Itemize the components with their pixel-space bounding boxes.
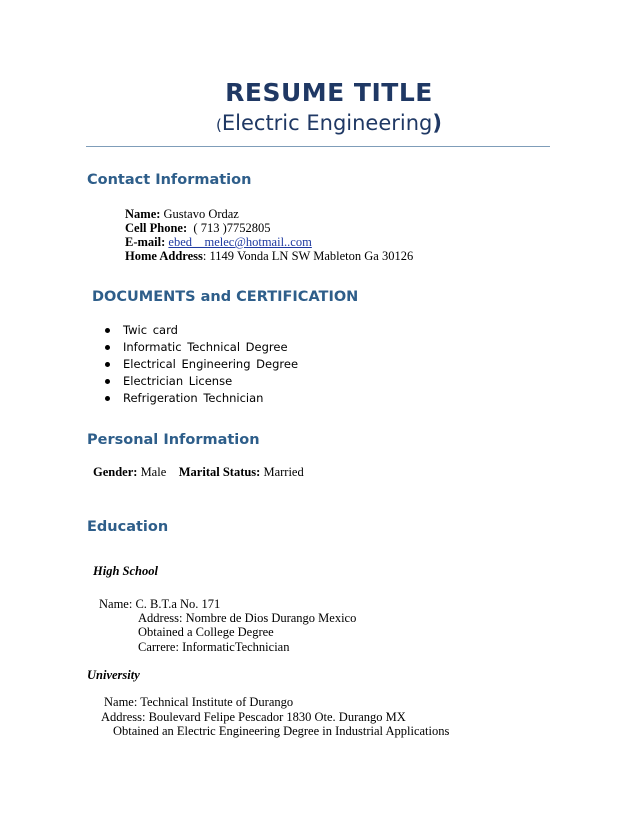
bullet-icon [105, 396, 110, 401]
marital-status-value: Married [263, 465, 304, 479]
contact-address-line [125, 249, 413, 264]
education-heading: Education [87, 519, 169, 535]
contact-phone-line [125, 221, 270, 236]
bullet-icon [105, 379, 110, 384]
contact-email-label: E-mail: [125, 235, 166, 249]
high-school-degree: Obtained a College Degree [138, 625, 274, 639]
title-divider [86, 146, 550, 147]
documents-heading: DOCUMENTS and CERTIFICATION [92, 289, 359, 305]
subtitle-text: Electric Engineering [221, 111, 433, 135]
contact-address-label: Home Address [125, 249, 203, 263]
contact-email-line [125, 235, 312, 250]
high-school-career: Carrere: InformaticTechnician [138, 640, 290, 654]
subtitle-open-paren: ( [216, 116, 222, 134]
university-address: Address: Boulevard Felipe Pescador 1830 Ote. Durango MX [101, 710, 406, 724]
documents-list [105, 322, 298, 407]
contact-heading: Contact Information [87, 172, 252, 188]
high-school-label: High School [93, 564, 158, 578]
contact-email-link[interactable]: ebed__melec@hotmail..com [168, 235, 312, 249]
list-item: Twic card [105, 322, 298, 339]
bullet-icon [105, 362, 110, 367]
personal-info-line [93, 465, 304, 480]
university-degree: Obtained an Electric Engineering Degree in Industrial Applications [113, 724, 450, 738]
list-item: Refrigeration Technician [105, 390, 298, 407]
gender-value: Male [140, 465, 167, 479]
gender-label: Gender: [93, 465, 138, 479]
marital-status-label: Marital Status: [178, 465, 261, 479]
subtitle-close-paren: ) [432, 111, 442, 135]
contact-phone-value: ( 713 )7752805 [193, 221, 271, 235]
list-item: Electrical Engineering Degree [105, 356, 298, 373]
university-name: Name: Technical Institute of Durango [104, 695, 294, 709]
contact-name-value: Gustavo Ordaz [163, 207, 239, 221]
bullet-icon [105, 328, 110, 333]
resume-subtitle [0, 111, 638, 135]
university-label: University [87, 668, 140, 682]
high-school-address: Address: Nombre de Dios Durango Mexico [138, 611, 357, 625]
list-item: Informatic Technical Degree [105, 339, 298, 356]
list-item: Electrician License [105, 373, 298, 390]
contact-address-value: : 1149 Vonda LN SW Mableton Ga 30126 [202, 249, 414, 263]
contact-name-label: Name: [125, 207, 161, 221]
personal-heading: Personal Information [87, 432, 260, 448]
bullet-icon [105, 345, 110, 350]
resume-title: RESUME TITLE [225, 78, 433, 107]
contact-name-line [125, 207, 239, 222]
contact-phone-label: Cell Phone: [125, 221, 188, 235]
high-school-name: Name: C. B.T.a No. 171 [99, 597, 221, 611]
